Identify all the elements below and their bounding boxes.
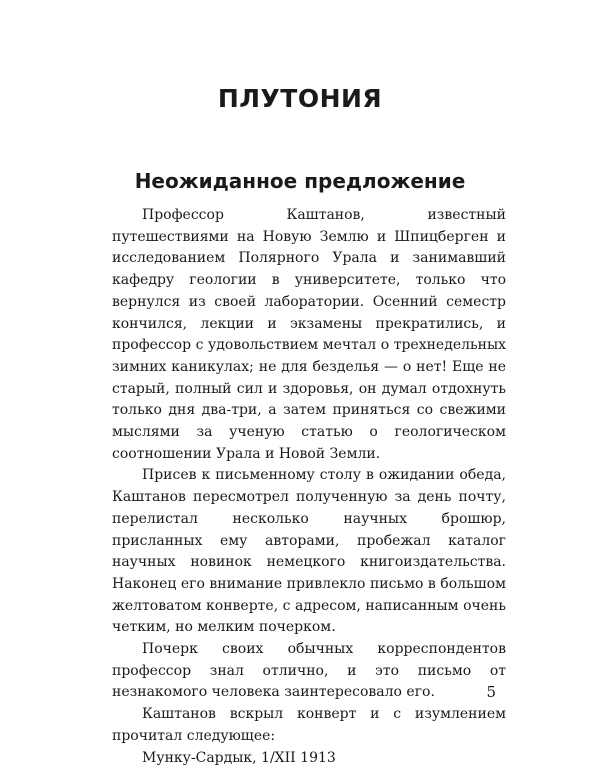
chapter-title: Неожиданное предложение: [134, 169, 466, 193]
part-title: ПЛУТОНИЯ: [217, 84, 383, 113]
paragraph-4: Каштанов вскрыл конверт и с изумлением прочитал следующее:: [112, 706, 506, 744]
paragraph-2: Присев к письменному столу в ожидании обеда, Каштанов пересмотрел полученную за день почту, перелистал несколько научных брошюр, присланных ему авторами, пробежал каталог научных новинок немецкого книгоиздательства. Наконец его внимание привлекло письмо в большом желтоватом конверте, с адресом, написанным очень четким, но мелким почерком.: [112, 467, 506, 636]
paragraph-3: Почерк своих обычных корреспондентов профессор знал отлично, и это письмо от незнакомого человека заинтересовало его.: [112, 641, 506, 701]
paragraph-1: Профессор Каштанов, известный путешествиями на Новую Землю и Шпицберген и исследованием Полярного Урала и занимавший кафедру геологии в университете, только что вернулся из своей лаборатории. Осенний семестр кончился, лекции и экзамены прекратились, и профессор с удовольствием мечтал о трехнедельных зимних каникулах; не для безделья — о нет! Еще не старый, полный сил и здоровья, он думал отдохнуть только дня два-три, а затем приняться со свежими мыслями за ученую статью о геологическом соотношении Урала и Новой Земли.: [112, 207, 506, 462]
letter-dateline: Мунку-Сардык, 1/XII 1913: [142, 749, 336, 766]
page-number: 5: [486, 683, 496, 701]
